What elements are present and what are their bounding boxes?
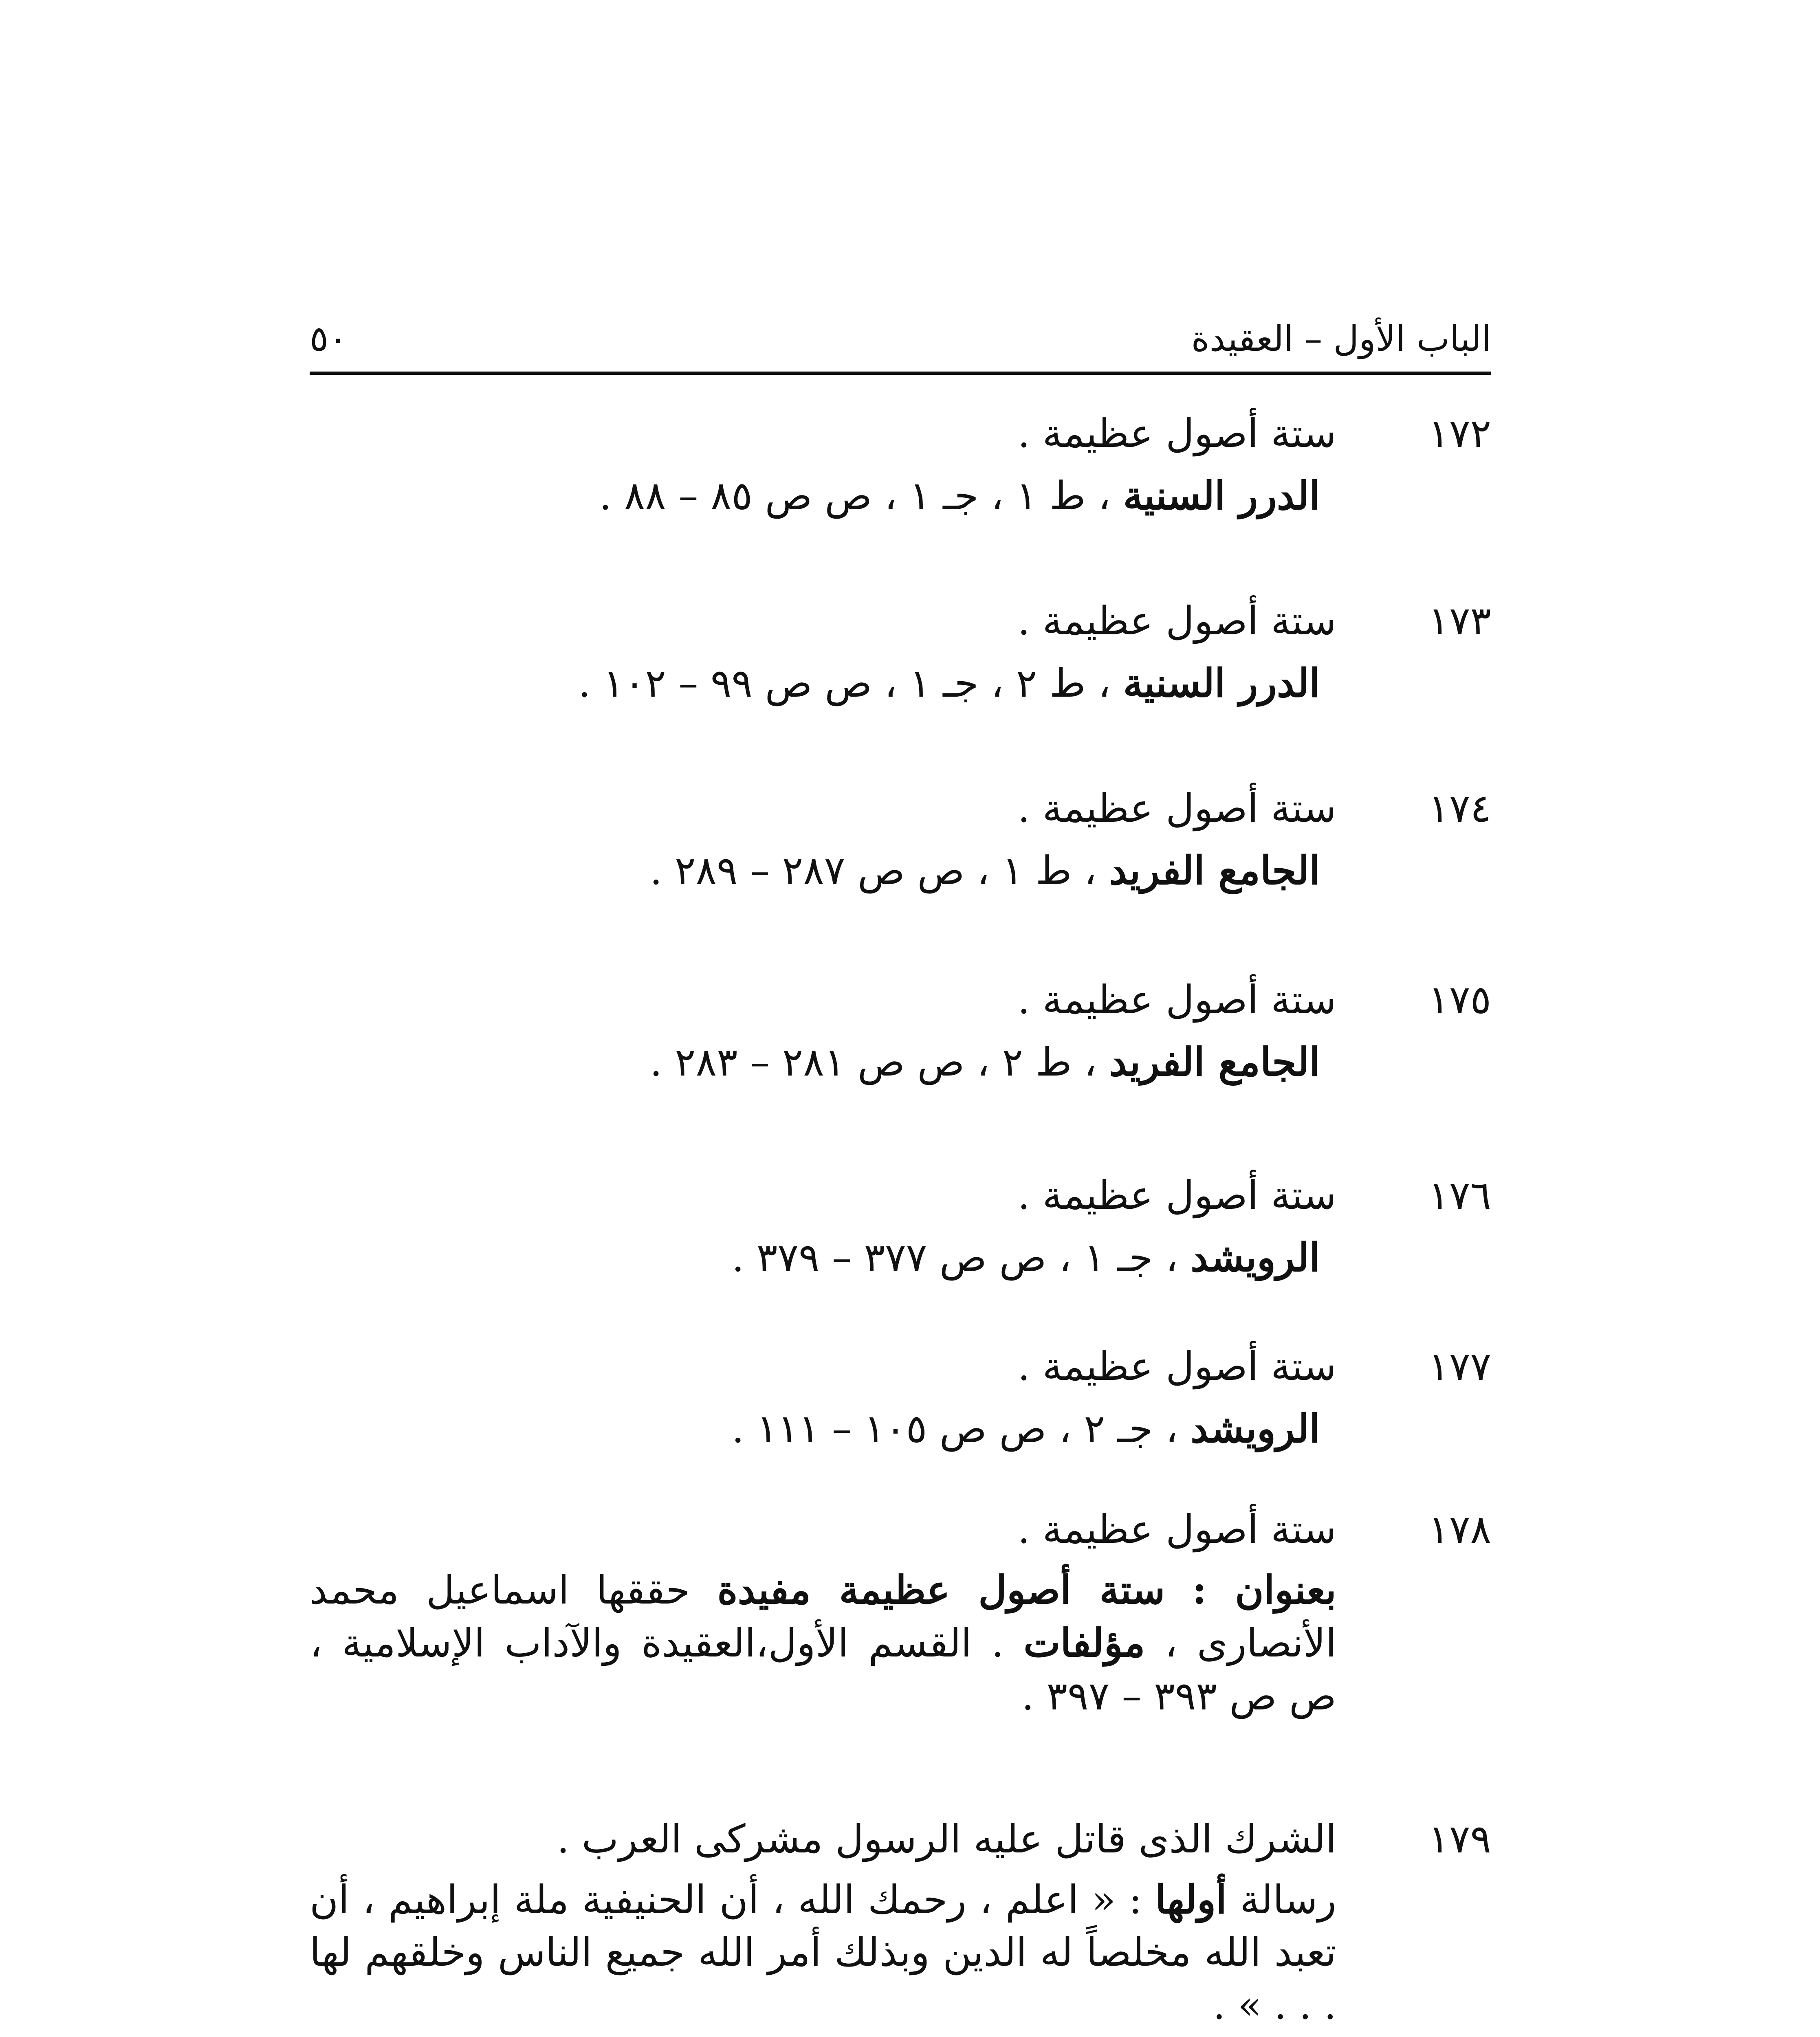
reference-details: ، جـ ٢ ، ص ص ١٠٥ – ١١١ . <box>731 1406 1191 1452</box>
note-details: . القسم الأول،العقيدة والآداب الإسلامية ، ص ص ٣٩٣ – ٣٩٧ . <box>310 1620 1336 1719</box>
entry-179 <box>310 1813 1491 2037</box>
entry-176 <box>310 1169 1491 1340</box>
reference-details: ، ط ١ ، جـ ١ ، ص ص ٨٥ – ٨٨ . <box>599 473 1123 519</box>
entry-title: ستة أصول عظيمة . <box>1017 598 1336 644</box>
entry-title: ستة أصول عظيمة . <box>1017 1344 1336 1389</box>
entry-number: ١٧٩ <box>1428 1816 1491 1862</box>
entry-number: ١٧٥ <box>1428 977 1491 1023</box>
quote-prefix: رسالة <box>1226 1876 1336 1923</box>
entry-reference <box>310 844 1336 898</box>
quote-text: : « اعلم ، رحمك الله ، أن الحنيفية ملة إبراهيم ، أن تعبد الله مخلصاً له الدين وبذلك أمر الله جميع الناس وخلقهم لها . . . » . <box>310 1876 1336 2028</box>
reference-source: الدرر السنية <box>1123 660 1320 706</box>
page-number: ٥٠ <box>310 319 348 359</box>
entry-174 <box>310 782 1491 974</box>
entry-number: ١٧٣ <box>1428 598 1491 644</box>
entry-173 <box>310 595 1491 782</box>
entry-reference <box>310 1036 1336 1089</box>
note-collection: مؤلفات <box>1023 1620 1145 1666</box>
entry-reference <box>310 1231 1336 1285</box>
reference-source: الجامع الفريد <box>1109 847 1320 893</box>
entries-list <box>310 407 1491 2037</box>
quote-label: أولها <box>1155 1876 1227 1923</box>
entry-title: ستة أصول عظيمة . <box>1017 977 1336 1023</box>
entry-title: ستة أصول عظيمة . <box>1017 1172 1336 1218</box>
entry-title: ستة أصول عظيمة . <box>1017 785 1336 831</box>
page-header <box>310 310 1491 375</box>
entry-title: الشرك الذى قاتل عليه الرسول مشركى العرب . <box>557 1816 1336 1862</box>
entry-title: ستة أصول عظيمة . <box>1017 411 1336 456</box>
entry-number: ١٧٤ <box>1428 785 1491 831</box>
entry-reference <box>310 469 1336 523</box>
entry-number: ١٧٨ <box>1428 1507 1491 1552</box>
running-title: الباب الأول – العقيدة <box>1191 319 1491 359</box>
reference-source: الجامع الفريد <box>1109 1038 1320 1085</box>
entry-number: ١٧٦ <box>1428 1172 1491 1218</box>
entry-note <box>310 1564 1336 1723</box>
entry-172 <box>310 407 1491 595</box>
reference-details: ، ط ٢ ، جـ ١ ، ص ص ٩٩ – ١٠٢ . <box>578 660 1123 706</box>
note-label: بعنوان : <box>1192 1566 1337 1613</box>
entry-reference <box>310 1402 1336 1456</box>
reference-details: ، جـ ١ ، ص ص ٣٧٧ – ٣٧٩ . <box>731 1234 1191 1280</box>
note-work-title: ستة أصول عظيمة مفيدة <box>717 1566 1165 1613</box>
entry-177 <box>310 1340 1491 1503</box>
reference-details: ، ط ١ ، ص ص ٢٨٧ – ٢٨٩ . <box>649 847 1109 893</box>
entry-178 <box>310 1503 1491 1813</box>
note-editor: حققها اسماعيل محمد الأنصارى ، <box>310 1567 1337 1666</box>
reference-details: ، ط ٢ ، ص ص ٢٨١ – ٢٨٣ . <box>649 1039 1109 1085</box>
entry-number: ١٧٧ <box>1428 1344 1491 1389</box>
entry-175 <box>310 974 1491 1169</box>
entry-reference <box>310 657 1336 710</box>
entry-quote <box>310 1873 1336 2032</box>
reference-source: الرويشد <box>1191 1234 1320 1280</box>
header-rule <box>310 372 1491 375</box>
entry-title: ستة أصول عظيمة . <box>1017 1507 1336 1552</box>
entry-number: ١٧٢ <box>1428 411 1491 456</box>
reference-source: الدرر السنية <box>1123 472 1320 519</box>
reference-source: الرويشد <box>1191 1405 1320 1452</box>
